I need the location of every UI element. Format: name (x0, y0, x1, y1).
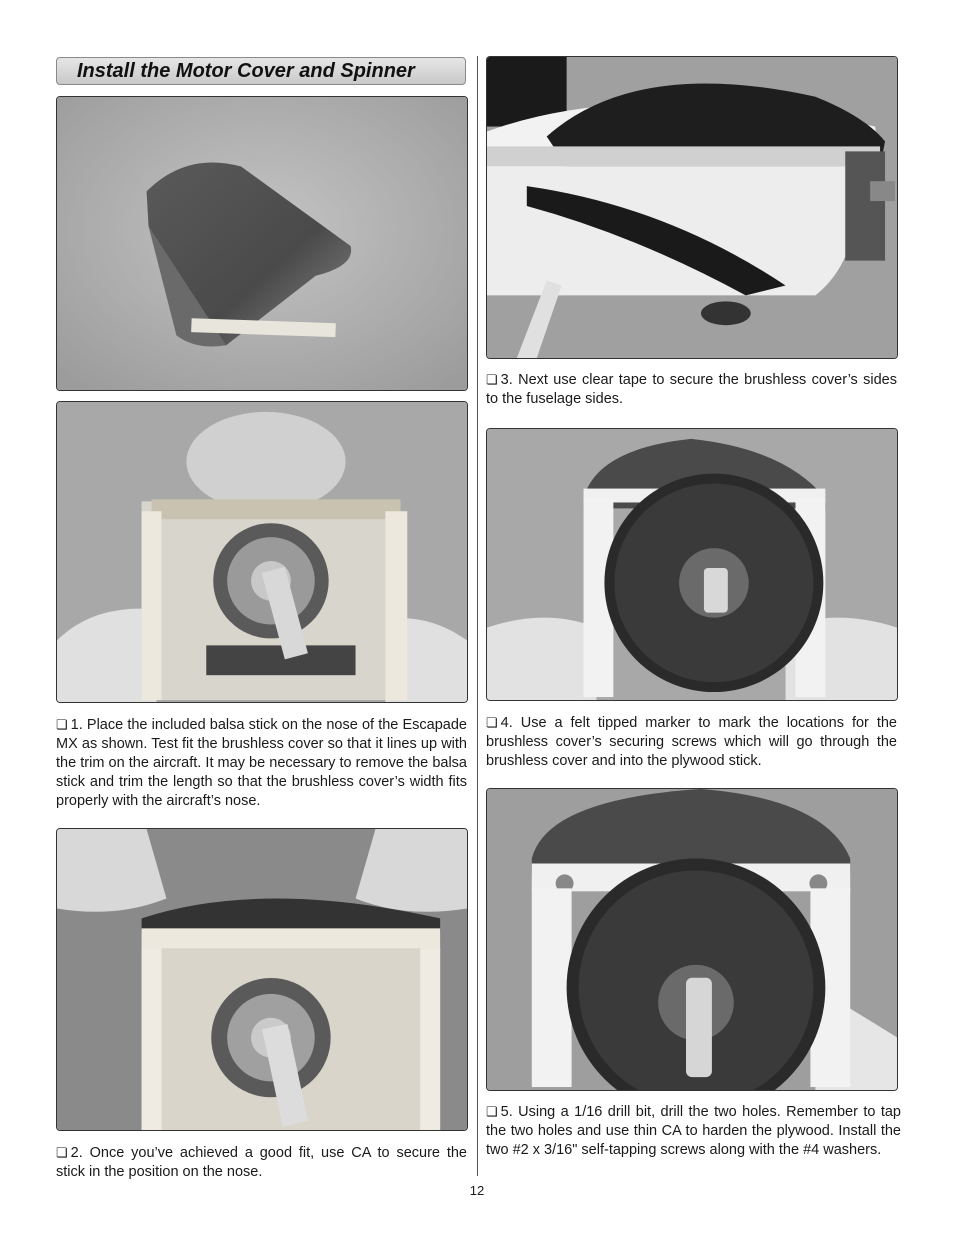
checkbox-icon: ❏ (56, 717, 68, 732)
checkbox-icon: ❏ (486, 715, 498, 730)
photo-screws-installed (486, 788, 898, 1091)
step-2-text: 2. Once you’ve achieved a good fit, use CA to secure the stick in the position on the nose. (56, 1145, 467, 1180)
photo-fuselage-side (486, 56, 898, 359)
photo-cover-front-view (486, 428, 898, 701)
step-4 (486, 713, 897, 771)
page-number: 12 (469, 1183, 485, 1198)
step-4-text: 4. Use a felt tipped marker to mark the locations for the brushless cover’s securing screws which will go through the brushless cover and into the plywood stick. (486, 715, 897, 769)
photo-cover-and-balsa-stick (56, 96, 468, 391)
step-3 (486, 370, 897, 409)
checkbox-icon: ❏ (486, 372, 498, 387)
photo-balsa-stick-on-nose (56, 401, 468, 703)
checkbox-icon: ❏ (486, 1104, 498, 1119)
checkbox-icon: ❏ (56, 1145, 68, 1160)
step-3-text: 3. Next use clear tape to secure the brushless cover’s sides to the fuselage sides. (486, 372, 897, 407)
section-title-banner (56, 57, 466, 85)
step-1-text: 1. Place the included balsa stick on the nose of the Escapade MX as shown. Test fit the brushless cover so that it lines up with the trim on the aircraft. It may be necessary to remove the balsa stick and trim the length so that the brushless cover’s width fits properly with the aircraft’s nose. (56, 717, 467, 809)
photo-cover-fitted-on-nose (56, 828, 468, 1131)
column-divider (477, 56, 478, 1176)
step-1 (56, 715, 467, 811)
step-5 (486, 1102, 901, 1160)
section-title: Install the Motor Cover and Spinner (77, 60, 415, 82)
step-5-text: 5. Using a 1/16 drill bit, drill the two holes. Remember to tap the two holes and use thin CA to harden the plywood. Install the two #2 x 3/16" self-tapping screws along with the #4 washers. (486, 1104, 901, 1158)
step-2 (56, 1143, 467, 1182)
